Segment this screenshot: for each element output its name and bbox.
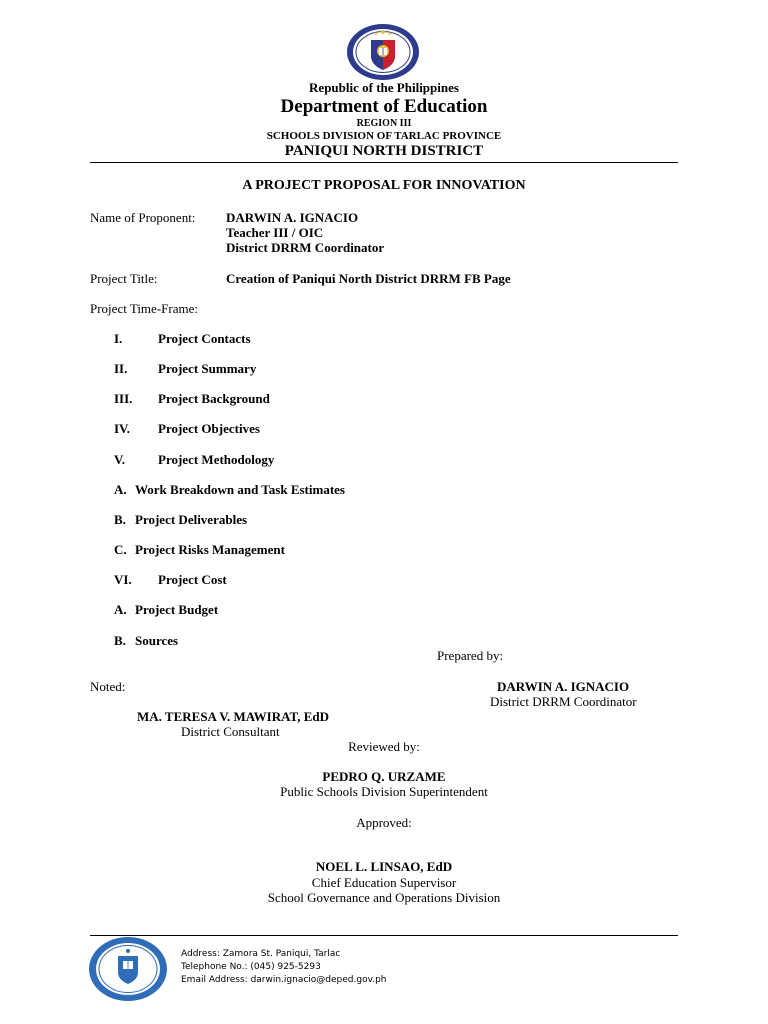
outline-item: Project Deliverables xyxy=(135,512,248,527)
project-title-value: Creation of Paniqui North District DRRM FB Page xyxy=(226,271,511,286)
outline-item: Project Methodology xyxy=(158,452,275,467)
department-title: Department of Education xyxy=(280,96,488,117)
proponent-position: Teacher III / OIC xyxy=(226,225,324,240)
outline-num: B. xyxy=(114,512,126,527)
outline-item: Project Risks Management xyxy=(135,542,285,557)
deped-seal-icon xyxy=(345,22,421,82)
header-divider xyxy=(90,162,678,163)
outline-item: Project Objectives xyxy=(158,421,260,436)
footer-divider xyxy=(90,935,678,936)
prepared-label: Prepared by: xyxy=(437,648,504,663)
outline-num: A. xyxy=(114,602,127,617)
outline-num: I. xyxy=(114,331,123,346)
region-line: REGION III xyxy=(356,118,412,129)
republic-line: Republic of the Philippines xyxy=(309,80,459,95)
district-title: PANIQUI NORTH DISTRICT xyxy=(284,143,484,159)
proposal-title: A PROJECT PROPOSAL FOR INNOVATION xyxy=(242,178,526,193)
outline-num: C. xyxy=(114,542,127,557)
outline-item: Sources xyxy=(135,633,179,648)
outline-item: Project Summary xyxy=(158,361,257,376)
outline-num: III. xyxy=(114,391,133,406)
outline-num: V. xyxy=(114,452,125,467)
outline-item: Project Cost xyxy=(158,572,227,587)
proponent-label: Name of Proponent: xyxy=(90,210,196,225)
proponent-name: DARWIN A. IGNACIO xyxy=(226,210,359,225)
reviewed-role: Public Schools Division Superintendent xyxy=(280,784,488,799)
approved-label: Approved: xyxy=(356,815,412,830)
approved-role-1: Chief Education Supervisor xyxy=(311,875,457,890)
proponent-role: District DRRM Coordinator xyxy=(226,240,385,255)
outline-item: Project Contacts xyxy=(158,331,251,346)
footer-telephone: Telephone No.: (045) 925-5293 xyxy=(181,962,321,972)
noted-label: Noted: xyxy=(90,679,126,694)
reviewed-label: Reviewed by: xyxy=(348,739,420,754)
outline-num: II. xyxy=(114,361,128,376)
outline-num: VI. xyxy=(114,572,132,587)
approved-role-2: School Governance and Operations Division xyxy=(267,890,501,905)
project-timeframe-label: Project Time-Frame: xyxy=(90,301,198,316)
footer-address: Address: Zamora St. Paniqui, Tarlac xyxy=(181,949,341,959)
paniqui-north-district-logo-icon xyxy=(88,936,168,1002)
prepared-name: DARWIN A. IGNACIO xyxy=(497,679,630,694)
noted-name: MA. TERESA V. MAWIRAT, EdD xyxy=(137,709,330,724)
reviewed-name: PEDRO Q. URZAME xyxy=(322,769,446,784)
project-title-label: Project Title: xyxy=(90,271,158,286)
outline-item: Project Background xyxy=(158,391,270,406)
footer-email: Email Address: darwin.ignacio@deped.gov.ph xyxy=(181,975,387,985)
approved-name: NOEL L. LINSAO, EdD xyxy=(315,859,453,874)
noted-role: District Consultant xyxy=(181,724,280,739)
outline-num: IV. xyxy=(114,421,131,436)
prepared-role: District DRRM Coordinator xyxy=(490,694,637,709)
outline-num: A. xyxy=(114,482,127,497)
division-line: SCHOOLS DIVISION OF TARLAC PROVINCE xyxy=(266,130,502,142)
outline-num: B. xyxy=(114,633,126,648)
outline-item: Project Budget xyxy=(135,602,219,617)
outline-item: Work Breakdown and Task Estimates xyxy=(135,482,345,497)
